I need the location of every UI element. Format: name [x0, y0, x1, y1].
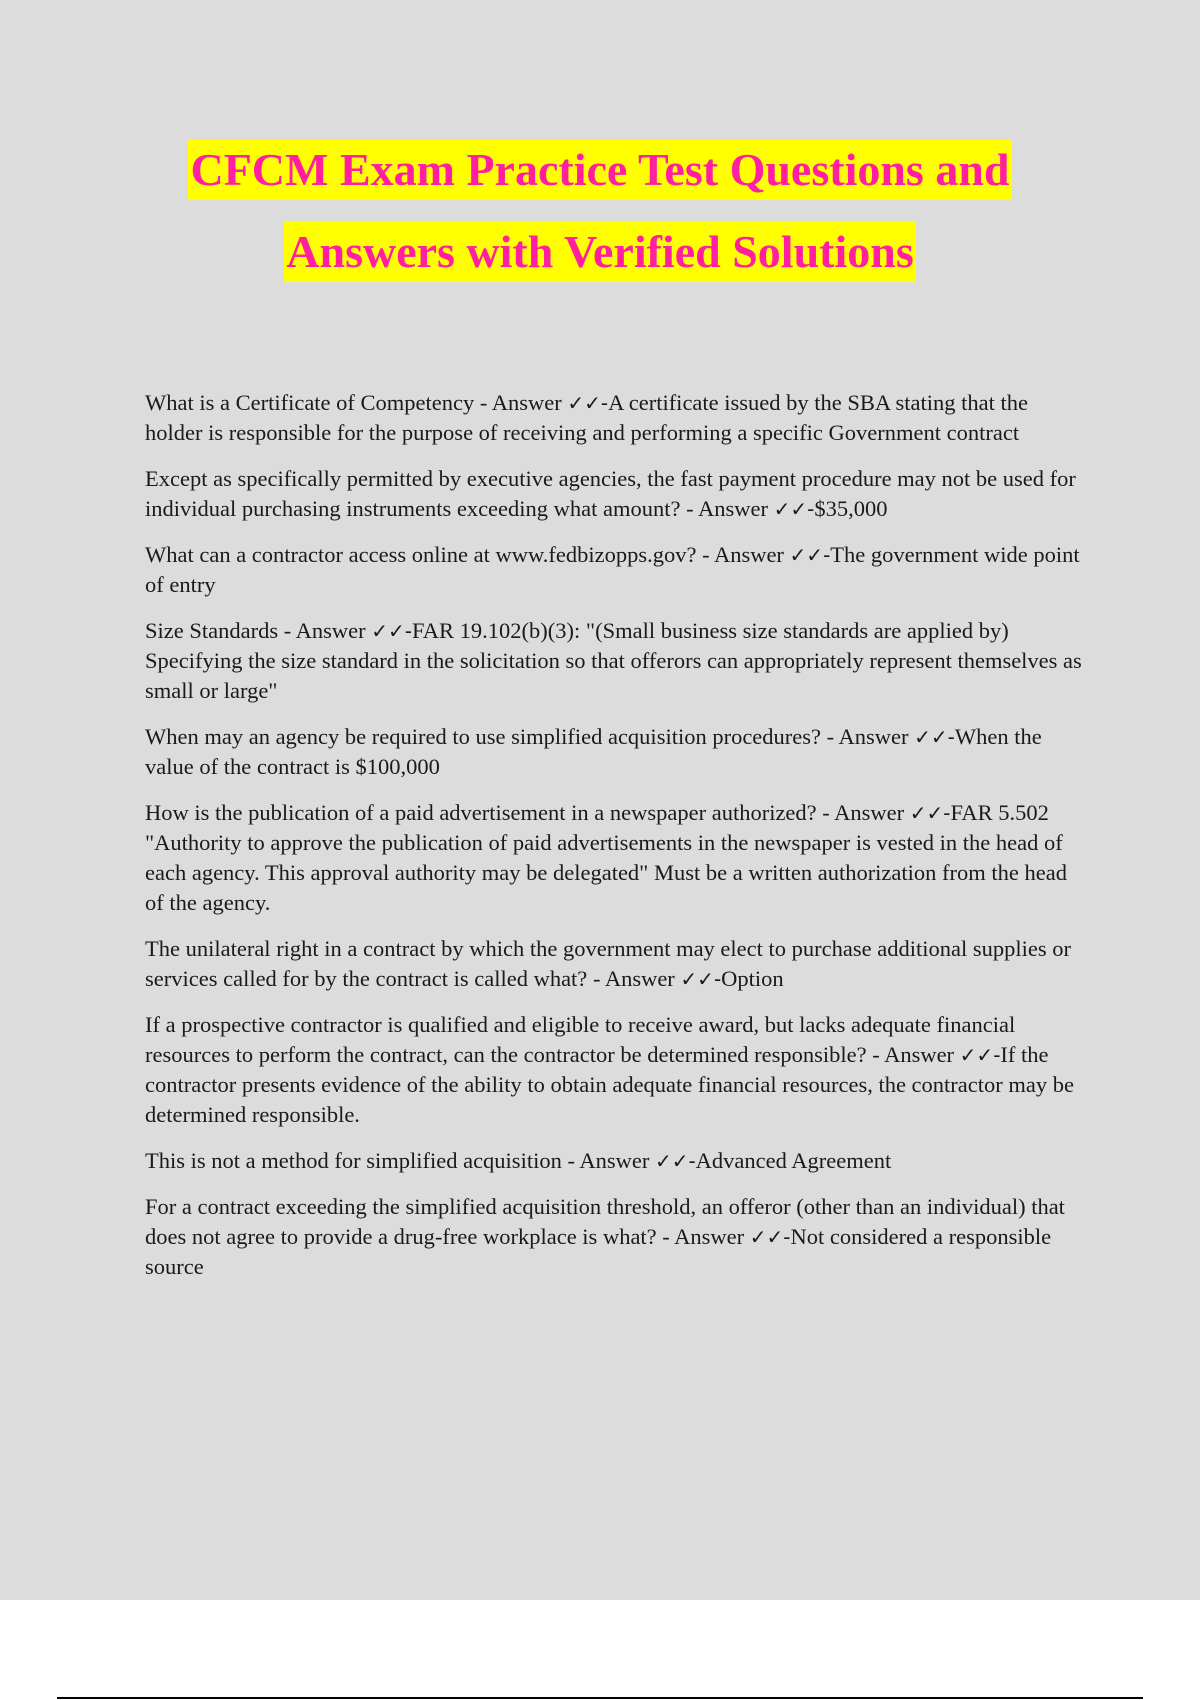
double-check-icon: ✓✓- — [789, 543, 831, 567]
qa-item — [145, 616, 1090, 706]
double-check-icon: ✓✓- — [680, 967, 722, 991]
answer-text: Advanced Agreement — [695, 1148, 892, 1173]
question-text: This is not a method for simplified acquisition — [145, 1148, 562, 1173]
double-check-icon: ✓✓- — [773, 497, 815, 521]
qa-item — [145, 540, 1090, 600]
question-text: Size Standards — [145, 618, 279, 643]
double-check-icon: ✓✓- — [909, 801, 951, 825]
qa-item — [145, 1146, 1090, 1176]
double-check-icon: ✓✓- — [567, 391, 609, 415]
qa-item — [145, 1010, 1090, 1130]
question-text: How is the publication of a paid advertisement in a newspaper authorized? — [145, 800, 817, 825]
answer-separator: - Answer — [680, 496, 774, 521]
document-title — [0, 140, 1200, 282]
qa-item — [145, 464, 1090, 524]
answer-separator: - Answer — [561, 1148, 655, 1173]
double-check-icon: ✓✓- — [914, 725, 955, 749]
double-check-icon: ✓✓- — [371, 619, 412, 643]
answer-text: A certificate issued by the SBA stating that the holder is responsible for the purpose of receiving and performing a specific Government contract — [145, 390, 1029, 445]
question-text: When may an agency be required to use simplified acquisition procedures? — [145, 724, 822, 749]
title-line-1: CFCM Exam Practice Test Questions and — [188, 140, 1011, 200]
answer-separator: - Answer — [474, 390, 568, 415]
question-text: If a prospective contractor is qualified and eligible to receive award, but lacks adequate financial resources to perform the contract, can the contractor be determined responsible? — [145, 1012, 1016, 1067]
title-line-2: Answers with Verified Solutions — [284, 222, 915, 282]
answer-separator: - Answer — [816, 800, 910, 825]
answer-text: Not considered a responsible source — [145, 1224, 1052, 1279]
question-text: For a contract exceeding the simplified acquisition threshold, an offeror (other than an individual) that does not agree to provide a drug-free workplace is what? — [145, 1194, 1065, 1249]
answer-separator: - Answer — [587, 966, 681, 991]
answer-text: Option — [721, 966, 784, 991]
double-check-icon: ✓✓- — [959, 1043, 1001, 1067]
qa-item — [145, 388, 1090, 448]
answer-text: $35,000 — [814, 496, 888, 521]
answer-text: When the value of the contract is $100,000 — [145, 724, 1042, 779]
question-text: What is a Certificate of Competency — [145, 390, 475, 415]
qa-item — [145, 934, 1090, 994]
answer-separator: - Answer — [821, 724, 915, 749]
question-text: The unilateral right in a contract by which the government may elect to purchase additional supplies or services called for by the contract is called what? — [145, 936, 1071, 991]
answer-text: FAR 19.102(b)(3): "(Small business size standards are applied by) Specifying the size standard in the solicitation so that offerors can appropriately represent themselves as small or large" — [145, 618, 1082, 703]
double-check-icon: ✓✓- — [749, 1225, 791, 1249]
answer-text: FAR 5.502 "Authority to approve the publication of paid advertisements in the newspaper is vested in the head of each agency. This approval authority may be delegated" Must be a written authorization from the head of the agency. — [145, 800, 1067, 915]
question-text: What can a contractor access online at www.fedbizopps.gov? — [145, 542, 697, 567]
answer-text: The government wide point of entry — [145, 542, 1080, 597]
answer-separator: - Answer — [696, 542, 790, 567]
answer-separator: - Answer — [656, 1224, 750, 1249]
qa-item — [145, 722, 1090, 782]
answer-separator: - Answer — [866, 1042, 960, 1067]
qa-list — [145, 388, 1090, 1298]
qa-item — [145, 798, 1090, 918]
answer-text: If the contractor presents evidence of the ability to obtain adequate financial resources, the contractor may be determined responsible. — [145, 1042, 1074, 1127]
qa-item — [145, 1192, 1090, 1282]
answer-separator: - Answer — [278, 618, 372, 643]
question-text: Except as specifically permitted by executive agencies, the fast payment procedure may not be used for individual purchasing instruments exceeding what amount? — [145, 466, 1076, 521]
footer-divider — [57, 1697, 1143, 1699]
double-check-icon: ✓✓- — [654, 1149, 696, 1173]
